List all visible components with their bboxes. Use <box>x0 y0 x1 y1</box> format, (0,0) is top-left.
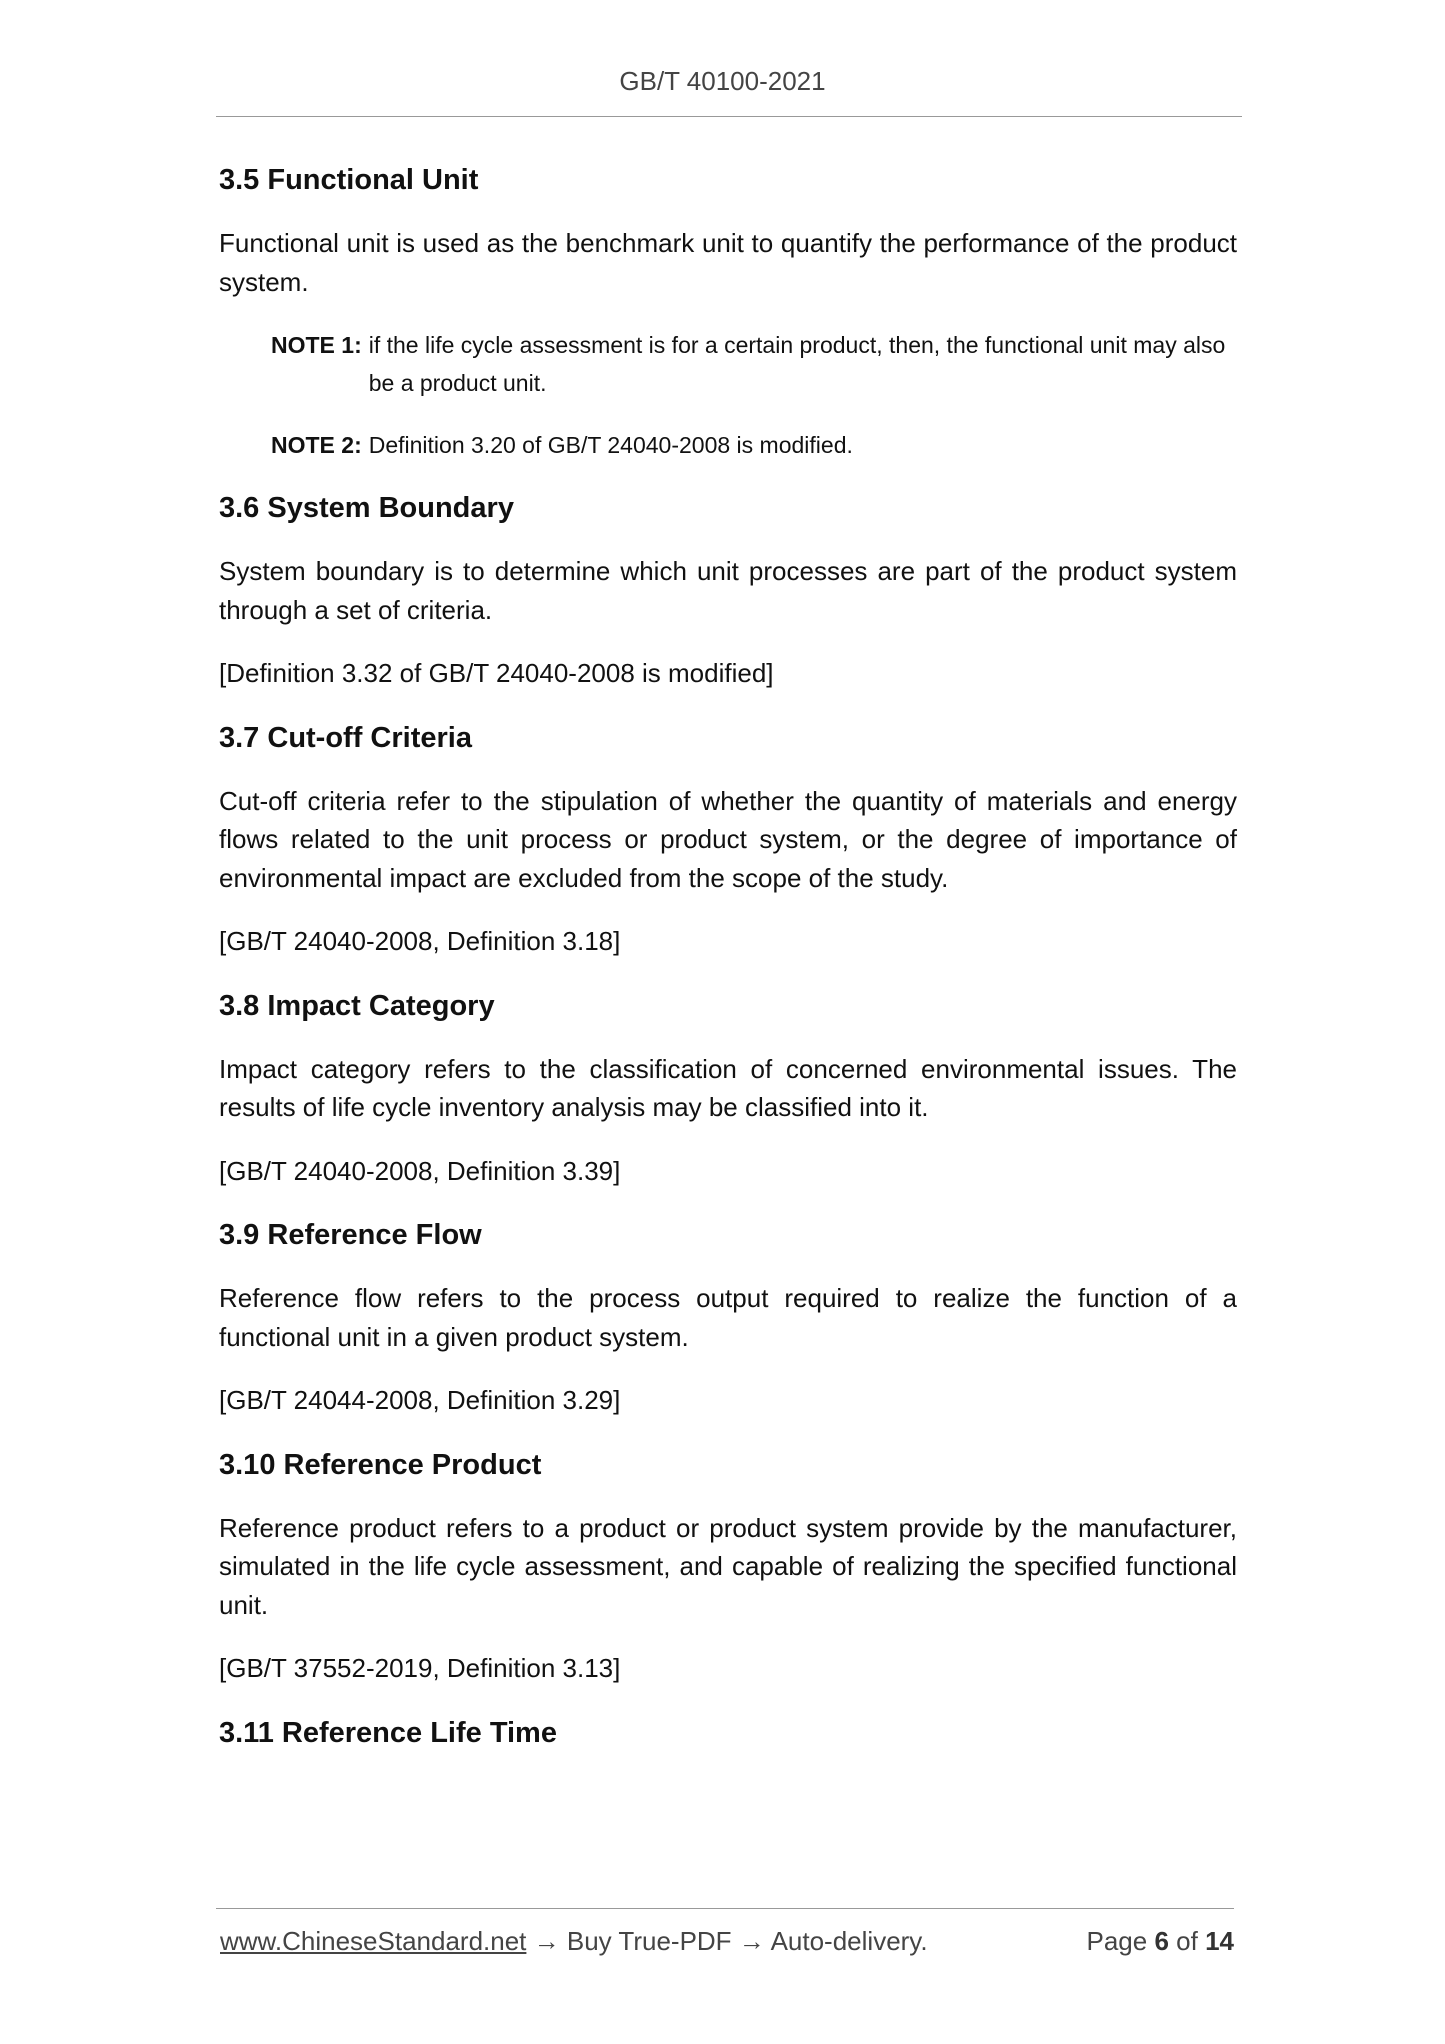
note-label: NOTE 1: <box>271 332 362 358</box>
section-heading: 3.7 Cut-off Criteria <box>219 721 472 754</box>
section-3-5 <box>219 160 1237 464</box>
section-paragraph: Functional unit is used as the benchmark unit to quantify the performance of the product system. <box>219 228 1237 297</box>
section-heading: 3.6 System Boundary <box>219 492 514 524</box>
page-current: 6 <box>1154 1926 1169 1956</box>
section-heading: 3.10 Reference Product <box>219 1448 542 1481</box>
section-paragraph: Reference product refers to a product or product system provide by the manufacturer, simulated in the life cycle assessment, and capable of realizing the specified functional unit. <box>219 1512 1237 1620</box>
section-paragraph: Reference flow refers to the process output required to realize the function of a functional unit in a given product system. <box>219 1283 1237 1352</box>
note-1 <box>271 326 1237 402</box>
section-paragraph: System boundary is to determine which unit processes are part of the product system through a set of criteria. <box>219 556 1237 625</box>
page-footer <box>220 1926 1234 1957</box>
page-label: Page <box>1086 1926 1148 1956</box>
section-3-9 <box>219 1215 1237 1420</box>
section-reference: [GB/T 24044-2008, Definition 3.29] <box>219 1385 621 1415</box>
footer-promo <box>220 1926 928 1957</box>
section-3-8 <box>219 986 1237 1191</box>
section-3-10 <box>219 1445 1237 1688</box>
section-heading: 3.8 Impact Category <box>219 989 495 1022</box>
section-heading: 3.5 Functional Unit <box>219 164 479 196</box>
section-reference: [Definition 3.32 of GB/T 24040-2008 is modified] <box>219 658 774 688</box>
section-heading: 3.9 Reference Flow <box>219 1219 482 1251</box>
website-link[interactable]: www.ChineseStandard.net <box>220 1926 527 1956</box>
section-heading: 3.11 Reference Life Time <box>219 1716 557 1749</box>
section-reference: [GB/T 24040-2008, Definition 3.18] <box>219 926 621 956</box>
running-header: GB/T 40100-2021 <box>619 66 826 96</box>
section-reference: [GB/T 37552-2019, Definition 3.13] <box>219 1653 621 1683</box>
header-divider <box>216 116 1242 117</box>
note-2 <box>271 426 1237 464</box>
note-label: NOTE 2: <box>271 432 362 458</box>
section-paragraph: Impact category refers to the classification of concerned environmental issues. The results of life cycle inventory analysis may be classified into it. <box>219 1053 1237 1122</box>
section-3-6 <box>219 488 1237 693</box>
page-indicator <box>1086 1926 1234 1957</box>
note-text: Definition 3.20 of GB/T 24040-2008 is modified. <box>368 432 853 458</box>
section-reference: [GB/T 24040-2008, Definition 3.39] <box>219 1155 621 1186</box>
document-body <box>219 160 1237 1777</box>
page-of: of <box>1176 1926 1198 1956</box>
section-paragraph: Cut-off criteria refer to the stipulation of whether the quantity of materials and energy flows related to the unit process or product system, or the degree of importance of environmental impact are excluded from the scope of the study. <box>219 785 1237 893</box>
section-3-11 <box>219 1713 1237 1753</box>
note-text: if the life cycle assessment is for a certain product, then, the functional unit may also be a product unit. <box>368 332 1226 396</box>
promo-text: → Buy True-PDF → Auto-delivery. <box>526 1926 928 1956</box>
section-3-7 <box>219 718 1237 961</box>
footer-divider <box>216 1908 1234 1909</box>
page-total: 14 <box>1205 1926 1234 1956</box>
